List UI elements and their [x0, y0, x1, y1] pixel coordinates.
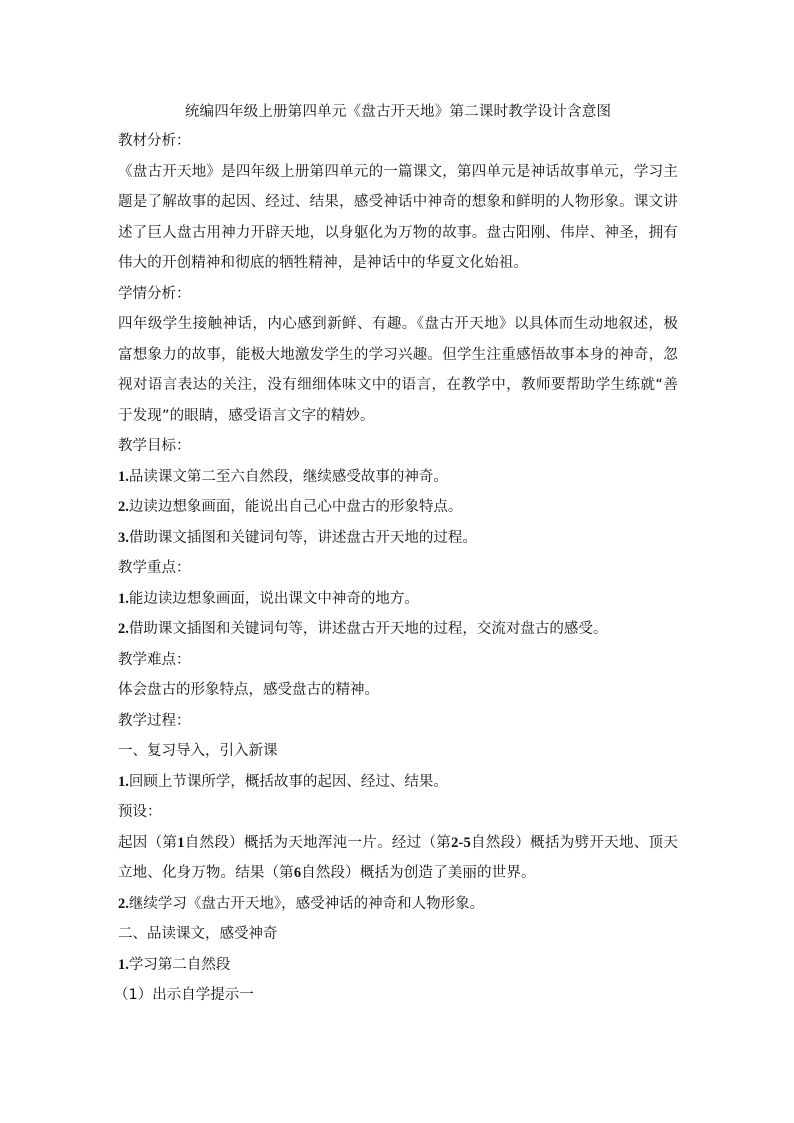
part1-item-1	[118, 767, 678, 798]
preset-text-a: 起因（第	[118, 834, 178, 851]
learner-analysis-text: 四年级学生接触神话，内心感到新鲜、有趣。《盘古开天地》以具体而生动地叙述，极富想象力的故事，能极大地激发学生的学习兴趣。但学生注重感悟故事本身的神奇，忽视对语言表达的关注，没有细细体味文中的语言，在教学中，教师要帮助学生练就“善于发现”的眼睛，感受语言文字的精妙。	[118, 316, 678, 424]
teaching-difficulty-label: 教学难点：	[118, 651, 191, 668]
textbook-analysis-label: 教材分析：	[118, 133, 191, 149]
part2-item-1-num: 1.	[118, 956, 129, 973]
focus-item-1-text: 能边读边想象画面，说出课文中神奇的地方。	[128, 590, 419, 607]
goal-item-2-text: 边读边想象画面，能说出自己心中盘古的形象特点。	[128, 499, 463, 515]
learner-analysis-label: 学情分析：	[118, 285, 191, 302]
goal-item-1-num: 1.	[118, 468, 129, 485]
part2-heading: 二、品读课文，感受神奇	[118, 926, 278, 942]
goal-item-3	[118, 523, 678, 554]
part2-sub-item-1: （1）出示自学提示一	[114, 987, 254, 1003]
goal-item-1-text: 品读课文第二至六自然段，继续感受故事的神奇。	[128, 468, 448, 485]
focus-item-2	[118, 614, 678, 645]
document-title: 统编四年级上册第四单元《盘古开天地》第二课时教学设计含意图	[184, 104, 612, 120]
teaching-focus-label: 教学重点：	[118, 560, 191, 576]
goal-item-2	[118, 492, 678, 523]
part2-item-1	[118, 950, 678, 981]
part1-item-2-num: 2.	[118, 895, 129, 912]
teaching-goals-label: 教学目标：	[118, 438, 191, 454]
part1-heading: 一、复习导入，引入新课	[118, 743, 278, 759]
preset-label: 预设：	[118, 804, 162, 820]
part1-item-2	[118, 889, 678, 920]
teaching-difficulty-text: 体会盘古的形象特点，感受盘古的精神。	[118, 682, 379, 698]
teaching-process-label: 教学过程：	[118, 712, 191, 729]
preset-text-d: 自然段）概括为创造了美丽的世界。	[301, 865, 536, 881]
preset-text-b: 自然段）概括为天地浑沌一片。经过（第	[184, 834, 452, 851]
part1-item-2-text: 继续学习《盘古开天地》，感受神话的神奇和人物形象。	[128, 895, 485, 912]
focus-item-1	[118, 584, 678, 615]
document-body	[114, 98, 678, 1011]
preset-text	[118, 828, 678, 889]
focus-item-2-text: 借助课文插图和关键词句等，讲述盘古开天地的过程，交流对盘古的感受。	[128, 621, 608, 637]
preset-num-3: 6	[293, 865, 302, 881]
goal-item-3-text: 借助课文插图和关键词句等，讲述盘古开天地的过程。	[128, 529, 477, 546]
goal-item-3-num: 3.	[118, 529, 129, 546]
preset-text-c: 自然段）概括为劈开天地、顶天立地、化身万物。结果（第	[118, 834, 678, 881]
preset-num-2: 2-5	[451, 834, 471, 851]
preset-num-1: 1	[177, 834, 185, 851]
part1-item-1-text: 回顾上节课所学，概括故事的起因、经过、结果。	[128, 773, 448, 790]
goal-item-1	[118, 462, 678, 493]
goal-item-2-num: 2.	[118, 499, 129, 515]
part2-item-1-text: 学习第二自然段	[128, 956, 231, 973]
textbook-analysis-text: 《盘古开天地》是四年级上册第四单元的一篇课文，第四单元是神话故事单元，学习主题是了解故事的起因、经过、结果，感受神话中神奇的想象和鲜明的人物形象。课文讲述了巨人盘古用神力开辟天地，以身躯化为万物的故事。盘古阳刚、伟岸、神圣，拥有伟大的开创精神和彻底的牺牲精神，是神话中的华夏文化始祖。	[118, 163, 678, 271]
focus-item-2-num: 2.	[118, 621, 129, 637]
part1-item-1-num: 1.	[118, 773, 129, 790]
focus-item-1-num: 1.	[118, 590, 129, 607]
